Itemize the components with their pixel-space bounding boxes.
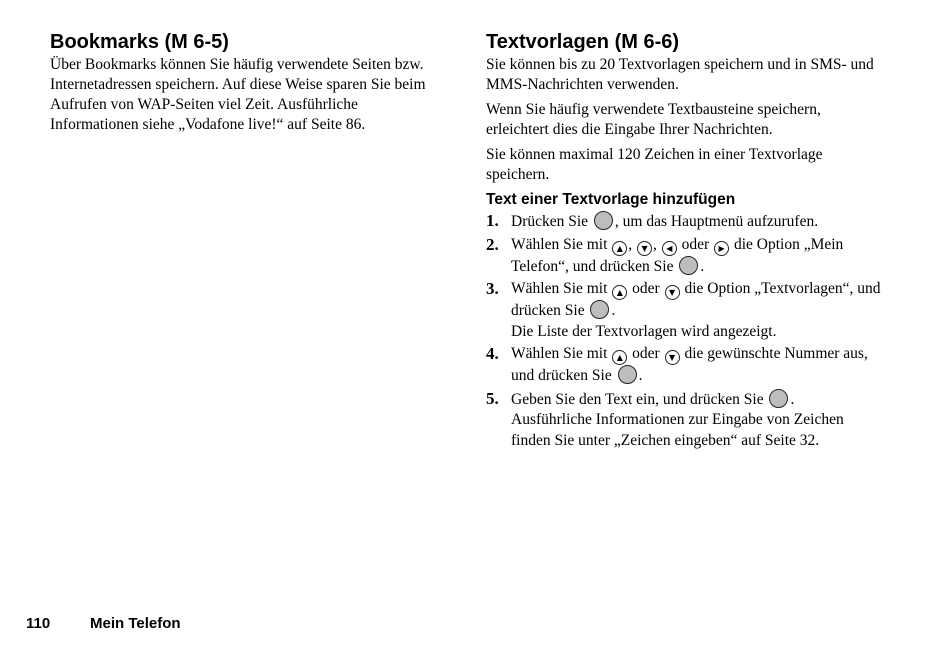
step-text: . <box>638 367 643 384</box>
step-text: oder <box>632 345 660 362</box>
step-number: 5. <box>486 388 499 408</box>
step-number: 2. <box>486 234 499 254</box>
step-text: oder <box>681 235 710 253</box>
step-4 <box>486 344 886 387</box>
page-number: 110 <box>26 615 51 632</box>
center-key-icon <box>618 365 637 384</box>
bookmarks-section <box>50 30 450 140</box>
nav-right-icon: ▶ <box>714 241 729 256</box>
page-footer <box>26 615 181 632</box>
intro-paragraph: Wenn Sie häufig verwendete Textbausteine speichern, erleichtert dies die Eingabe Ihrer Nachrichten. <box>486 101 821 138</box>
step-text: Wählen Sie mit <box>511 280 608 297</box>
textvorlagen-heading <box>486 30 886 54</box>
textvorlagen-title: Textvorlagen <box>486 31 609 53</box>
intro-paragraph: Sie können bis zu 20 Textvorlagen speichern und in SMS- und MMS-Nachrichten verwenden. <box>486 56 874 93</box>
nav-up-icon: ▲ <box>612 285 627 300</box>
nav-left-icon: ◀ <box>662 241 677 256</box>
nav-up-icon: ▲ <box>612 241 627 256</box>
step-note: Die Liste der Textvorlagen wird angezeigt. <box>511 322 777 340</box>
step-text: , um das Hauptmenü aufzurufen. <box>614 213 819 230</box>
step-text: . <box>700 257 705 275</box>
step-2 <box>486 235 886 278</box>
step-text: Geben Sie den Text ein, und drücken Sie <box>511 390 764 408</box>
step-5 <box>486 389 886 452</box>
nav-down-icon: ▼ <box>665 285 680 300</box>
step-text: Drücken Sie <box>511 213 589 230</box>
center-key-icon <box>590 300 609 319</box>
center-key-icon <box>679 256 698 275</box>
step-3 <box>486 279 886 342</box>
step-text: . <box>611 302 616 319</box>
bookmarks-paragraph: Über Bookmarks können Sie häufig verwendete Seiten bzw. Internetadressen speichern. Auf diese Weise sparen Sie beim Aufrufen von WAP-Seiten viel Zeit. Ausführliche Informationen siehe „Vodafone live!“ auf Seite 86. <box>50 56 426 133</box>
textvorlagen-section <box>486 30 886 453</box>
step-text: die gewünschte Nummer aus, und drücken Sie <box>511 345 868 384</box>
center-key-icon <box>769 389 788 408</box>
step-text: Wählen Sie mit <box>511 235 608 253</box>
step-1 <box>486 211 886 233</box>
subheading: Text einer Textvorlage hinzufügen <box>486 191 736 208</box>
step-text: oder <box>632 280 660 297</box>
step-text: Wählen Sie mit <box>511 345 608 362</box>
step-note: Ausführliche Informationen zur Eingabe von Zeichen finden Sie unter „Zeichen eingeben“ auf Seite 32. <box>511 411 844 449</box>
step-text: die Option „Textvorlagen“, und drücken Sie <box>511 280 881 319</box>
center-key-icon <box>594 211 613 230</box>
nav-down-icon: ▼ <box>637 241 652 256</box>
step-number: 3. <box>486 279 499 298</box>
nav-up-icon: ▲ <box>612 350 627 365</box>
nav-down-icon: ▼ <box>665 350 680 365</box>
bookmarks-heading <box>50 30 450 54</box>
step-text: , <box>628 235 633 253</box>
step-number: 1. <box>486 211 499 230</box>
bookmarks-menu-code: (M 6-5) <box>164 31 229 53</box>
step-text: , <box>653 235 657 253</box>
bookmarks-title: Bookmarks <box>50 31 159 53</box>
intro-paragraph: Sie können maximal 120 Zeichen in einer Textvorlage speichern. <box>486 146 823 183</box>
textvorlagen-menu-code: (M 6-6) <box>614 31 680 53</box>
step-number: 4. <box>486 344 499 363</box>
step-text: die Option „Mein Telefon“, und drücken Sie <box>511 235 844 275</box>
step-text: . <box>790 390 795 408</box>
steps-list <box>486 211 886 451</box>
section-name: Mein Telefon <box>90 615 181 632</box>
